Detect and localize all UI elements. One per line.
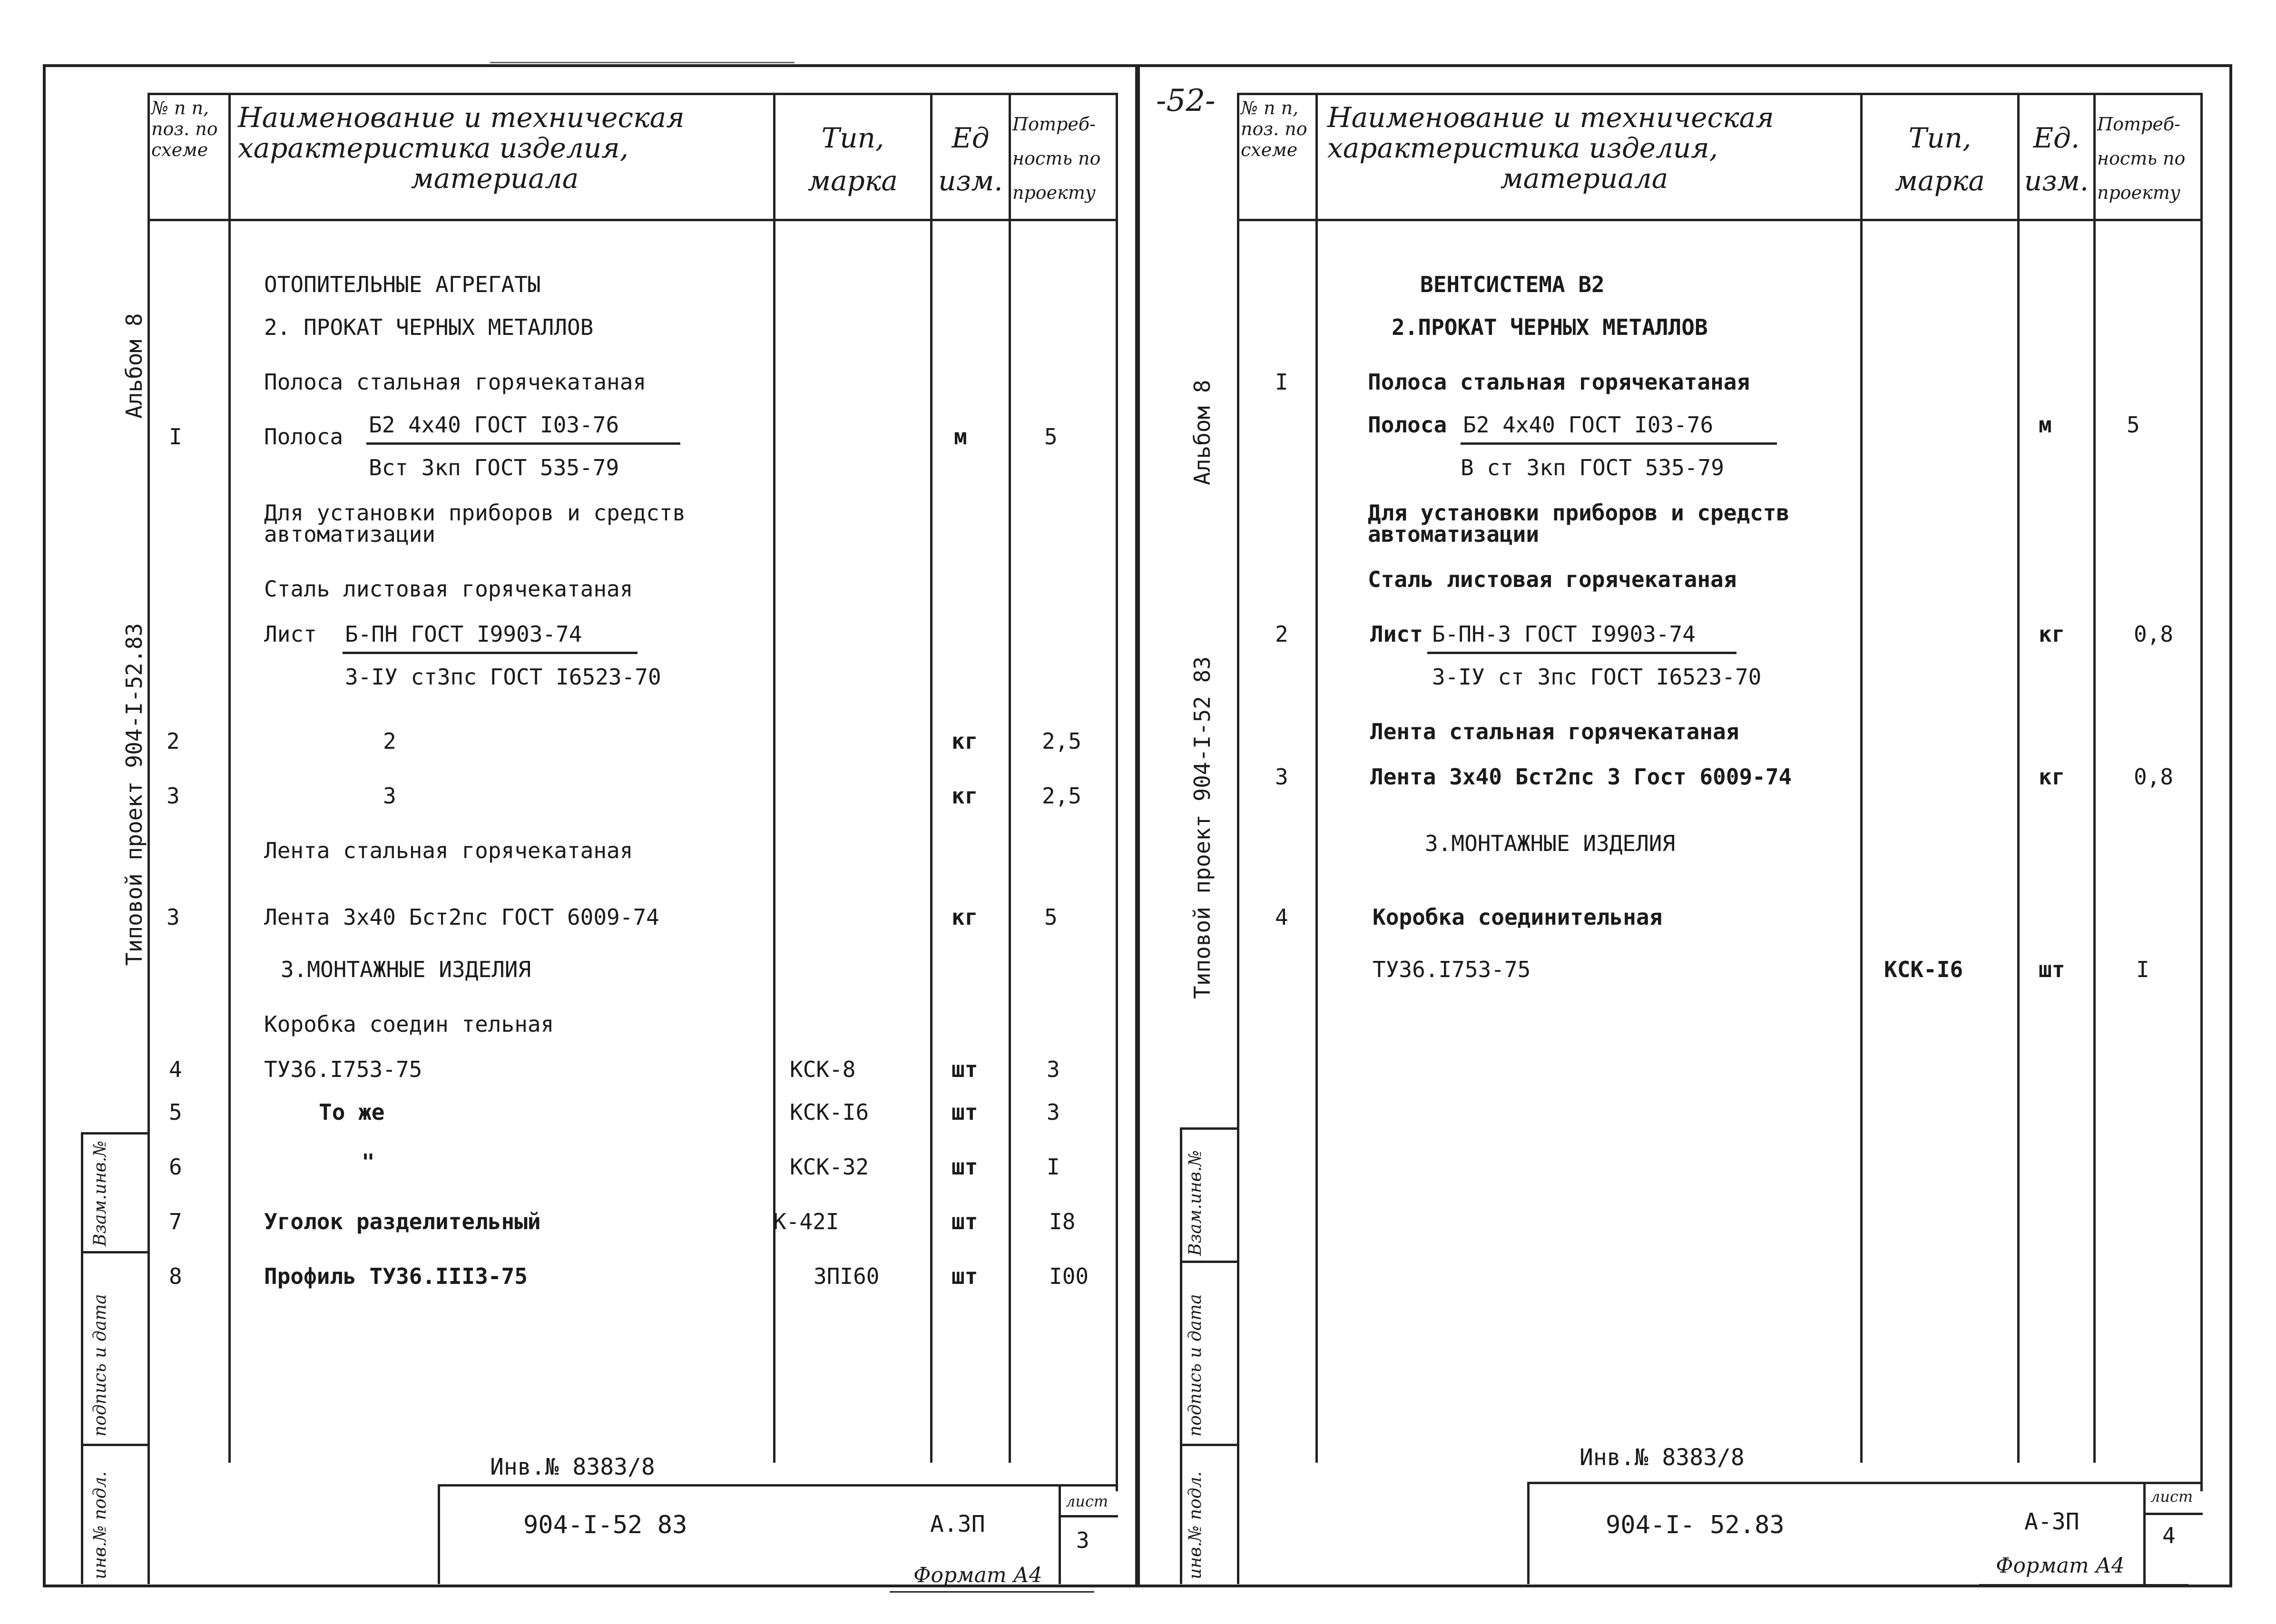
left-side-stamp-3: Взам.инв.№	[90, 1140, 110, 1246]
left-row-qty: I	[1047, 1154, 1060, 1180]
left-stamp-album: А.3П	[930, 1511, 985, 1537]
right-row-num: 2	[1275, 621, 1288, 647]
left-row-num: 3	[167, 904, 180, 930]
left-sheet-frame	[43, 64, 1138, 1587]
right-side-project: Типовой проект 904-I-52 83	[1189, 656, 1215, 999]
left-row-name: Лента 3х40 Бст2пс ГОСТ 6009-74	[264, 904, 659, 930]
right-row-name: Лента стальная горячекатаная	[1370, 719, 1739, 744]
left-row-name: 2	[383, 728, 396, 754]
left-row-qty: 3	[1047, 1057, 1060, 1082]
left-row-name: То же	[319, 1099, 385, 1125]
left-row-qty: 5	[1044, 424, 1058, 450]
left-header-type: Тип, марка	[807, 122, 898, 197]
left-row-num: 6	[169, 1154, 182, 1180]
left-side-project: Типовой проект 904-I-52.83	[121, 623, 147, 966]
right-stamp-sheet-label: лист	[2150, 1487, 2193, 1506]
right-row-name: автоматизации	[1368, 521, 1540, 547]
right-row-name: 2.ПРОКАТ ЧЕРНЫХ МЕТАЛЛОВ	[1392, 314, 1708, 340]
left-inventory-number: Инв.№ 8383/8	[490, 1454, 655, 1480]
right-side-stamp-3: Взам.инв.№	[1186, 1150, 1205, 1256]
right-row-name: 3.МОНТАЖНЫЕ ИЗДЕЛИЯ	[1425, 831, 1676, 856]
right-sheet-frame	[1137, 64, 2232, 1587]
right-frac2-top: Б-ПН-3 ГОСТ I9903-74	[1432, 621, 1696, 647]
right-row-name: Коробка соединительная	[1373, 904, 1663, 930]
left-row-name: Полоса стальная горячекатаная	[264, 369, 647, 395]
right-stamp-album: А-3П	[2024, 1508, 2080, 1535]
left-row-name: Коробка соедин тельная	[264, 1011, 554, 1037]
left-row-name: "	[362, 1149, 375, 1175]
right-row-name: Полоса	[1368, 412, 1447, 438]
right-header-num: № п п, поз. по схеме	[1241, 98, 1307, 160]
left-row-unit: кг	[952, 904, 978, 930]
left-row-num: 4	[169, 1057, 182, 1082]
left-format: Формат А4	[913, 1563, 1042, 1587]
right-inventory-number: Инв.№ 8383/8	[1579, 1444, 1745, 1471]
left-row-name: 2. ПРОКАТ ЧЕРНЫХ МЕТАЛЛОВ	[264, 314, 594, 340]
right-row-name: Для установки приборов и средств	[1368, 500, 1790, 526]
right-row-unit: кг	[2039, 764, 2065, 790]
left-row-name: Лист	[264, 621, 317, 647]
right-row-num: 3	[1275, 764, 1288, 790]
right-row-unit: м	[2039, 412, 2052, 438]
left-row-qty: 3	[1047, 1099, 1060, 1125]
left-row-unit: кг	[952, 728, 978, 754]
right-row-qty: 0,8	[2134, 764, 2174, 790]
left-row-name: Полоса	[264, 424, 343, 450]
right-row-name: Лист	[1370, 621, 1423, 647]
left-row-qty: 5	[1044, 904, 1058, 930]
left-row-unit: шт	[952, 1099, 978, 1125]
left-header-num: № п п, поз. по схеме	[151, 98, 218, 160]
right-row-num: I	[1275, 369, 1288, 395]
left-row-num: 2	[167, 728, 180, 754]
right-row-name: Сталь листовая горячекатаная	[1368, 567, 1737, 592]
right-row-name: Лента 3х40 Бст2пс 3 Гост 6009-74	[1370, 764, 1792, 790]
left-row-type: КСК-32	[790, 1154, 869, 1180]
right-header-name: Наименование и техническая характеристика изделия, материала	[1327, 101, 1774, 195]
left-stamp-sheet-label: лист	[1066, 1492, 1109, 1510]
left-row-unit: шт	[952, 1209, 978, 1234]
left-row-num: I	[169, 424, 182, 450]
left-row-type: ЗПI60	[814, 1263, 880, 1289]
right-format: Формат А4	[1996, 1554, 2125, 1578]
left-row-unit: шт	[952, 1057, 978, 1082]
right-row-type: КСК-I6	[1884, 957, 1963, 982]
left-row-unit: кг	[952, 783, 978, 809]
right-header-unit: Ед. изм.	[2024, 122, 2089, 197]
right-row-qty: 5	[2127, 412, 2140, 438]
right-side-stamp-1: инв.№ подл.	[1186, 1471, 1205, 1579]
left-stamp-code: 904-I-52 83	[523, 1511, 687, 1539]
left-row-num: 5	[169, 1099, 182, 1125]
right-frac1-bot: В ст 3кп ГОСТ 535-79	[1461, 455, 1724, 480]
left-row-num: 7	[169, 1209, 182, 1234]
right-row-qty: I	[2136, 957, 2149, 982]
right-header-type: Тип, марка	[1894, 122, 1985, 197]
left-row-unit: шт	[952, 1154, 978, 1180]
left-row-unit: шт	[952, 1263, 978, 1289]
left-frac2-bot: 3-IУ ст3пс ГОСТ I6523-70	[345, 664, 661, 690]
left-row-qty: I00	[1049, 1263, 1089, 1289]
left-row-qty: 2,5	[1042, 728, 1082, 754]
right-row-qty: 0,8	[2134, 621, 2174, 647]
left-row-num: 8	[169, 1263, 182, 1289]
left-row-name: ТУ36.I753-75	[264, 1057, 422, 1082]
right-row-unit: кг	[2039, 621, 2065, 647]
left-header-need: Потреб- ность по проекту	[1012, 114, 1101, 203]
left-row-name: ОТОПИТЕЛЬНЫЕ АГРЕГАТЫ	[264, 272, 541, 297]
left-row-name: Сталь листовая горячекатаная	[264, 576, 633, 602]
right-header-need: Потреб- ность по проекту	[2097, 114, 2186, 203]
left-side-stamp-2: подпись и дата	[90, 1294, 110, 1437]
right-frac1-top: Б2 4х40 ГОСТ I03-76	[1463, 412, 1714, 438]
right-row-name: ВЕНТСИСТЕМА В2	[1420, 272, 1605, 297]
left-row-type: КСК-8	[790, 1057, 856, 1082]
right-side-stamp-2: подпись и дата	[1186, 1294, 1205, 1437]
left-row-unit: м	[954, 424, 967, 450]
right-stamp-code: 904-I- 52.83	[1606, 1511, 1785, 1539]
right-frac2-bot: 3-IУ ст 3пс ГОСТ I6523-70	[1432, 664, 1762, 690]
left-row-qty: 2,5	[1042, 783, 1082, 809]
right-stamp-sheet: 4	[2162, 1523, 2176, 1548]
left-row-name: Лента стальная горячекатаная	[264, 838, 633, 863]
left-frac1-top: Б2 4х40 ГОСТ I03-76	[369, 412, 619, 438]
left-row-name: 3	[383, 783, 396, 809]
left-row-name: Профиль ТУ36.III3-75	[264, 1263, 528, 1289]
top-page-mark: -52-	[1156, 83, 1216, 118]
left-frac1-bot: Вст 3кп ГОСТ 535-79	[369, 455, 619, 480]
right-row-name: Полоса стальная горячекатаная	[1368, 369, 1750, 395]
left-row-name: Уголок разделительный	[264, 1209, 541, 1234]
left-side-album: Альбом 8	[121, 313, 147, 419]
right-row-num: 4	[1275, 904, 1288, 930]
left-stamp-sheet: 3	[1076, 1527, 1089, 1553]
left-row-name: автоматизации	[264, 521, 436, 547]
left-side-stamp-1: инв.№ подл.	[90, 1471, 110, 1579]
left-row-type: КСК-I6	[790, 1099, 869, 1125]
left-header-name: Наименование и техническая характеристика изделия, материала	[238, 101, 685, 195]
right-row-name: ТУ36.I753-75	[1373, 957, 1531, 982]
left-row-name: 3.МОНТАЖНЫЕ ИЗДЕЛИЯ	[281, 957, 531, 982]
right-side-album: Альбом 8	[1189, 380, 1215, 485]
right-row-unit: шт	[2039, 957, 2065, 982]
left-row-qty: I8	[1049, 1209, 1076, 1234]
left-row-type: К-42I	[773, 1209, 839, 1234]
left-row-name: Для установки приборов и средств	[264, 500, 686, 526]
left-row-num: 3	[167, 783, 180, 809]
left-frac2-top: Б-ПН ГОСТ I9903-74	[345, 621, 582, 647]
left-header-unit: Ед изм.	[938, 122, 1003, 197]
